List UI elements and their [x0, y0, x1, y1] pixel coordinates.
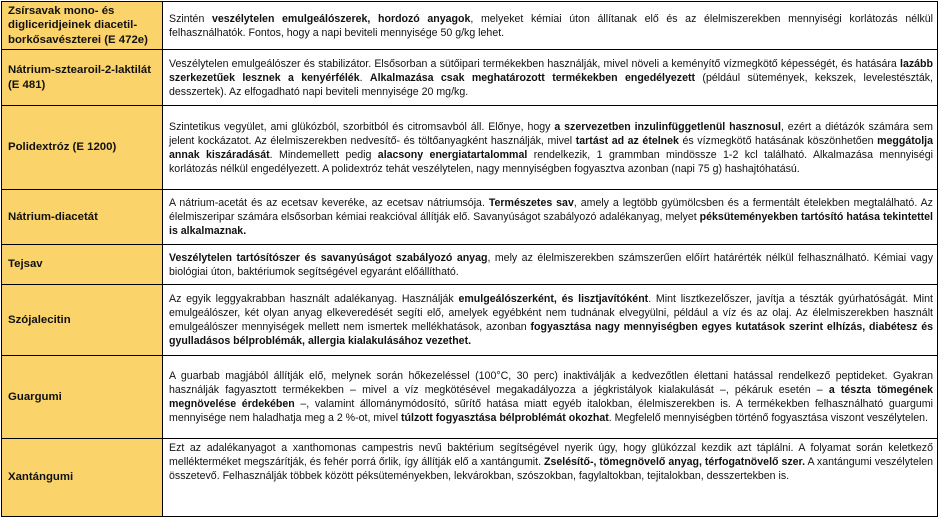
additive-description-cell: [163, 245, 938, 285]
description-text: . Megfelelő mennyiségben történő fogyasztása viszont veszélytelen.: [608, 412, 928, 424]
description-text: A xantángumi veszélytelen összetevő. Felhasználják többek között péksüteményekben, lekvárokban, szószokban, fagylaltokban, tejitalokban, desszertekben is.: [169, 456, 933, 482]
additive-name-cell: Nátrium-diacetát: [2, 190, 163, 245]
table-row: [2, 439, 938, 517]
emphasized-text: emulgeálószerként, és lisztjavítóként: [458, 293, 649, 305]
additive-description-cell: [163, 356, 938, 439]
additive-name-cell: Polidextróz (E 1200): [2, 106, 163, 190]
additive-description-cell: [163, 190, 938, 245]
table-row: [2, 190, 938, 245]
description-text: –, valamint állománymódosító, sűrítő hatása miatt egyéb italokban, élelmiszerekben is. A termékekben felhasználható guargumi mennyisége nem haladhatja meg a 2 %-ot, mivel: [169, 398, 933, 424]
emphasized-text: a szervezetben inzulinfüggetlenül hasznosul: [554, 120, 781, 133]
emphasized-text: a tészta tömegének megnövelése érdekében: [169, 384, 934, 410]
emphasized-text: tartást ad az ételnek: [575, 134, 679, 147]
description-text: .: [359, 71, 370, 84]
additives-table: [1, 1, 938, 517]
additive-description-cell: [163, 106, 938, 190]
emphasized-text: meggátolja annak kiszáradását: [169, 134, 933, 161]
additive-name-cell: Szójalecitin: [2, 285, 163, 356]
emphasized-text: fogyasztása nagy mennyiségben egyes kutatások szerint elhízás, diabétesz és gyulladásos bélproblémák, allergia kialakulásához vezethet.: [169, 321, 933, 347]
table-row: [2, 285, 938, 356]
description-text: és vízmegkötő hatásának köszönhetően: [678, 134, 878, 147]
additive-name-cell: Guargumi: [2, 356, 163, 439]
description-text: A nátrium-acetát és az ecetsav keveréke, az ecetsav nátriumsója.: [169, 197, 489, 209]
table-row: [2, 356, 938, 439]
additive-name-cell: Zsírsavak mono- és digliceridjeinek diacetil-borkősavészterei (E 472e): [2, 2, 163, 50]
description-text: Szintén: [169, 12, 212, 25]
description-text: (például sütemények, kekszek, levelestészták, desszertek). Az elfogadható napi beviteli mennyisége 20 mg/kg.: [169, 71, 934, 98]
table-row: [2, 245, 938, 285]
description-text: Az egyik leggyakrabban használt adalékanyag. Használják: [169, 293, 459, 305]
additive-description-cell: [163, 50, 938, 106]
additive-name-cell: Nátrium-sztearoil-2-laktilát (E 481): [2, 50, 163, 106]
emphasized-text: péksüteményekben tartósító hatása tekintettel is alkalmaznak.: [169, 211, 934, 237]
description-text: rendelkezik, 1 grammban mindössze 1-2 kcl található. Alkalmazása mennyiségi korlátozás nélkül engedélyezett. A polidextróz tehát veszélytelen, nagy mennyiségben fogyasztva azonban (napi 75 g) hashajtóhatású.: [169, 148, 933, 175]
description-text: A guarbab magjából állítják elő, melynek során hőkezeléssel (100°C, 30 perc) inaktiválják a kedvezőtlen élettani hatással rendelkező peptideket. Gyakran használják fagyasztott termékekben – mivel a víz megkötésével megakadályozza a jégkristályok kialakulását –, pékáruk esetén –: [169, 370, 933, 396]
emphasized-text: Alkalmazása csak meghatározott termékekben engedélyezett: [369, 71, 696, 84]
additive-description-cell: [163, 2, 938, 50]
description-text: , ezért a diétázók számára sem jelent kockázatot. Az élelmiszerekben nedvesítő- és töltőanyagként használják, mivel: [169, 120, 933, 147]
emphasized-text: lazább szerkezetűek lesznek a kenyérfélék: [169, 57, 933, 84]
description-text: . Mint lisztkezelőszer, javítja a tészták gyúrhatóságát. Mint emulgeálószer, két olyan anyag elkeveredését segíti elő, amelyek egyébként nem tudnának elvegyülni, például a víz és az olaj. Az élelmiszerekben használt emulgeálószer mennyiségek mellett nem ismertek mellékhatások, azonban: [169, 293, 933, 333]
emphasized-text: Veszélytelen tartósítószer és savanyúságot szabályozó anyag: [169, 251, 488, 264]
additive-name-cell: Tejsav: [2, 245, 163, 285]
table-row: [2, 106, 938, 190]
description-text: Ezt az adalékanyagot a xanthomonas campestris nevű baktérium segítségével nyerik úgy, hogy glükózzal kezdik azt táplálni. A folyamat során keletkező mellékterméket megszárítják, és fehér porrá őrlik, így állítják elő a xantángumit.: [169, 442, 933, 468]
emphasized-text: veszélytelen emulgeálószerek, hordozó anyagok: [211, 12, 471, 25]
emphasized-text: Zselésítő-, tömegnövelő anyag, térfogatnövelő szer.: [544, 456, 806, 468]
description-text: Szintetikus vegyület, ami glükózból, szorbitból és citromsavból áll. Előnye, hogy: [169, 120, 555, 133]
additive-description-cell: [163, 439, 938, 517]
table-row: [2, 2, 938, 50]
additive-description-cell: [163, 285, 938, 356]
emphasized-text: Természetes sav: [488, 197, 574, 209]
description-text: , amely a legtöbb gyümölcsben és a fermentált ételekben megtalálható. Az élelmiszeripar számára elsősorban kémiai reakcióval állítják elő. Savanyúságot szabályozó adalékanyag, melyet: [169, 197, 933, 223]
description-text: Veszélytelen emulgeálószer és stabilizátor. Elsősorban a sütőipari termékekben használják, mivel növeli a keményítő vízmegkötő képességét, és hatására: [169, 57, 901, 70]
emphasized-text: alacsony energiatartalommal: [377, 148, 528, 161]
emphasized-text: túlzott fogyasztása bélproblémát okozhat: [401, 412, 609, 424]
table-row: [2, 50, 938, 106]
additive-name-cell: Xantángumi: [2, 439, 163, 517]
description-text: . Mindemellett pedig: [269, 148, 378, 161]
description-text: , mely az élelmiszerekben számszerűen előírt határérték nélkül felhasználható. Kémiai vagy biológiai úton, baktériumok segítségével egyaránt előállítható.: [169, 251, 933, 278]
description-text: , melyeket kémiai úton állítanak elő és az élelmiszerekben mennyiségi korlátozás nélkül felhasználhatók. Fontos, hogy a napi beviteli mennyisége 50 g/kg lehet.: [169, 12, 933, 39]
